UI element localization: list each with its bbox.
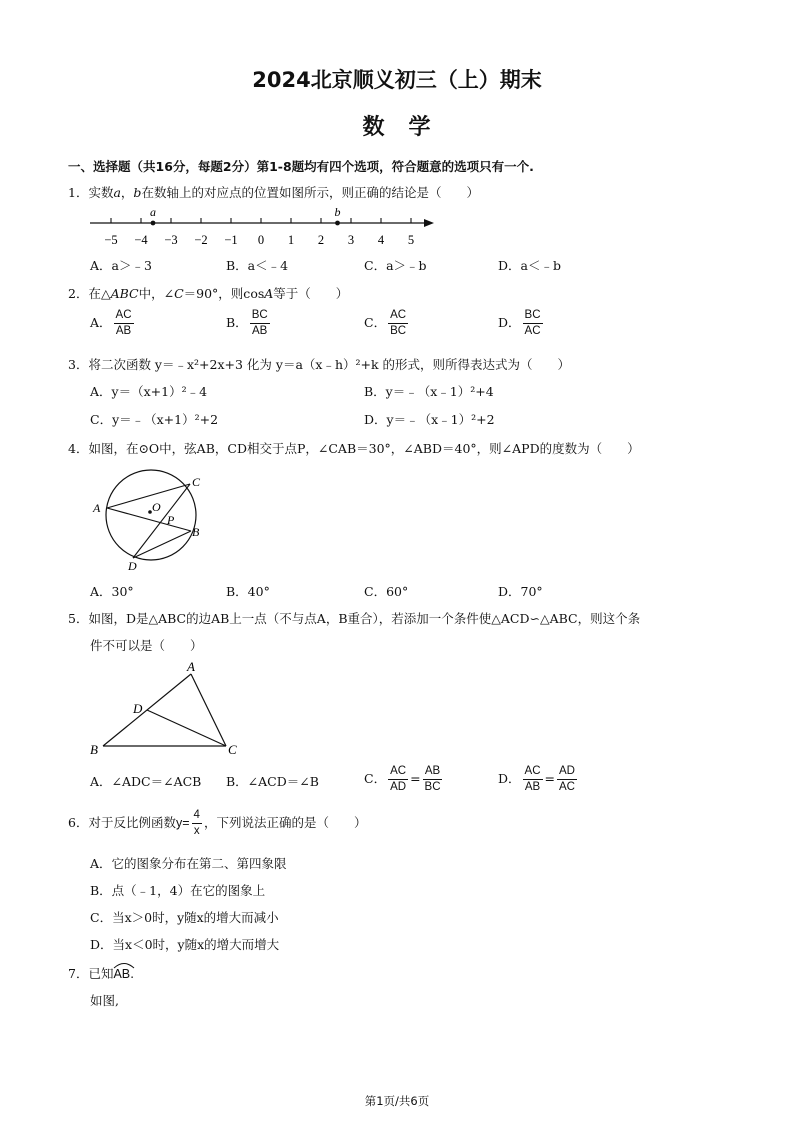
q6-option-d[interactable]: D．当x＜0时，y随x的增大而增大 — [90, 937, 280, 952]
label-b: B — [90, 742, 98, 757]
tick-label: −4 — [134, 233, 148, 247]
q6-option-b[interactable]: B．点（﹣1，4）在它的图象上 — [90, 883, 266, 898]
tick-label: 3 — [347, 233, 355, 247]
q3-option-d[interactable]: D．y＝﹣（x﹣1）²+2 — [364, 412, 495, 427]
q5-option-b[interactable]: B．∠ACD＝∠B — [226, 774, 319, 789]
circle-figure — [86, 464, 216, 576]
number-line-arrow — [424, 219, 434, 227]
q4-option-d[interactable]: D．70° — [498, 584, 543, 599]
label-b: B — [192, 525, 200, 539]
q4-option-b[interactable]: B．40° — [226, 584, 270, 599]
section-heading: 一、选择题（共16分，每题2分）第1-8题均有四个选项，符合题意的选项只有一个. — [68, 159, 534, 174]
q5-option-d[interactable]: D． $\frac{AC}{AB}$ = $\frac{AD}{AC}$ — [498, 765, 575, 793]
q6-option-c[interactable]: C．当x＞0时，y随x的增大而减小 — [90, 910, 279, 925]
question-5-stem-line1: 5．如图，D是△ABC的边AB上一点（不与点A，B重合），若添加一个条件使△ACD∽△ABC，则这个条 — [68, 611, 641, 626]
side-ac — [191, 674, 226, 746]
q1-option-b[interactable]: B．a＜﹣4 — [226, 258, 289, 273]
point-a — [151, 221, 156, 226]
q6-option-a[interactable]: A．它的图象分布在第二、第四象限 — [90, 856, 287, 871]
question-5-stem-line2: 件不可以是（ ） — [90, 638, 203, 653]
q3-option-c[interactable]: C．y＝﹣（x+1）²+2 — [90, 412, 219, 427]
question-2-stem: 2．在△ABC中，∠C＝90°，则cosA等于（ ） — [68, 286, 349, 301]
number-line-figure — [86, 204, 446, 250]
tick-label: −5 — [104, 233, 118, 247]
point-b-label: b — [334, 205, 341, 219]
tick-label: 4 — [377, 233, 385, 247]
segment-cd — [147, 710, 226, 746]
q4-option-c[interactable]: C．60° — [364, 584, 409, 599]
tick-label: −2 — [194, 233, 208, 247]
q3-option-b[interactable]: B．y＝﹣（x﹣1）²+4 — [364, 384, 494, 399]
tick-label: 0 — [257, 233, 265, 247]
tick-label: 5 — [407, 233, 415, 247]
q1-option-c[interactable]: C．a＞﹣b — [364, 258, 427, 273]
tick-label: −3 — [164, 233, 178, 247]
segment-ac — [107, 484, 190, 508]
label-o: O — [152, 500, 161, 514]
label-d: D — [133, 701, 143, 716]
point-b — [335, 221, 340, 226]
arc-ab: AB — [113, 967, 130, 981]
question-6-stem: 6．对于反比例函数y= $\frac{4}{x}$ ，下列说法正确的是（ ） — [68, 809, 367, 837]
question-3-stem: 3．将二次函数 y＝﹣x²+2x+3 化为 y＝a（x﹣h）²+k 的形式，则所得表达式为（ ） — [68, 357, 571, 372]
q4-option-a[interactable]: A．30° — [90, 584, 134, 599]
question-7-stem: 7．已知 AB. — [68, 964, 134, 982]
q1-option-a[interactable]: A．a＞﹣3 — [90, 258, 152, 273]
tick-label: 2 — [317, 233, 325, 247]
q2-option-b[interactable]: B． $\frac{BC}{AB}$ — [226, 309, 268, 337]
arc-symbol-icon — [113, 961, 135, 969]
q5-option-c[interactable]: C． $\frac{AC}{AD}$ = $\frac{AB}{BC}$ — [364, 765, 441, 793]
tick-label: 1 — [287, 233, 295, 247]
tick-label: −1 — [224, 233, 238, 247]
label-p: P — [167, 513, 175, 527]
q3-option-a[interactable]: A．y＝（x+1）²﹣4 — [90, 384, 208, 399]
question-7-line2: 如图, — [90, 993, 119, 1008]
label-a: A — [93, 501, 101, 515]
point-a-label: a — [150, 205, 156, 219]
q2-option-c[interactable]: C． $\frac{AC}{BC}$ — [364, 309, 407, 337]
triangle-figure — [86, 658, 246, 758]
q1-option-d[interactable]: D．a＜﹣b — [498, 258, 561, 273]
q2-option-d[interactable]: D． $\frac{BC}{AC}$ — [498, 309, 541, 337]
page-footer: 第1页/共6页 — [364, 1094, 430, 1108]
question-1-stem: 1．实数a，b在数轴上的对应点的位置如图所示，则正确的结论是（ ） — [68, 185, 479, 200]
label-d: D — [128, 559, 137, 573]
label-c: C — [192, 475, 201, 489]
subject-title: 数 学 — [362, 115, 432, 140]
segment-bd — [133, 531, 191, 558]
page-title: 2024北京顺义初三（上）期末 — [252, 68, 542, 92]
question-4-stem: 4．如图，在⊙O中，弦AB，CD相交于点P，∠CAB＝30°，∠ABD＝40°，则∠APD的度数为（ ） — [68, 441, 640, 456]
q5-option-a[interactable]: A．∠ADC＝∠ACB — [90, 774, 202, 789]
chord-cd — [133, 484, 190, 558]
label-c: C — [228, 742, 237, 757]
label-a: A — [187, 659, 195, 674]
q2-option-a[interactable]: A． $\frac{AC}{AB}$ — [90, 309, 132, 337]
circle-o — [106, 470, 196, 560]
